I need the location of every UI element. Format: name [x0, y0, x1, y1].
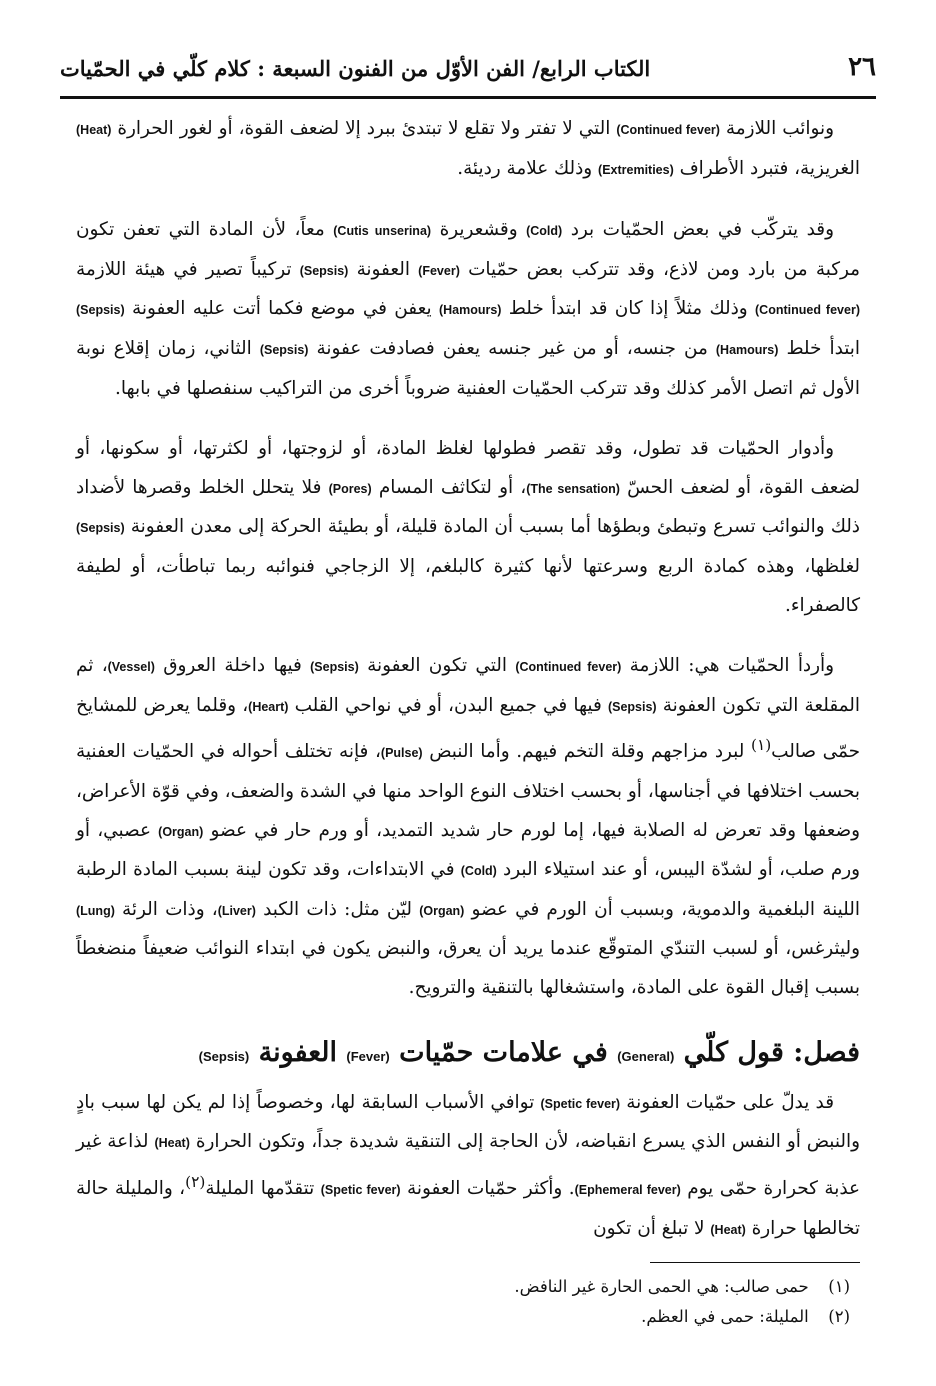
text-run: من جنسه، أو من غير جنسه يعفن فصادفت عفونة	[308, 337, 716, 359]
text-run: ونوائب اللازمة	[719, 118, 834, 139]
footnote	[76, 1272, 850, 1302]
latin-term: (Sepsis)	[76, 303, 125, 318]
latin-term: (Extremities)	[598, 162, 674, 177]
text-run: فلا يتحلل الخلط وقصرها لأضداد ذلك والنوائب تسرع وتبطئ وبطؤها أما بسبب أن المادة قليلة، أو بطيئة الحركة إلى معدن العفونة	[76, 476, 860, 538]
text-run: معاً، لأن المادة التي تعفن تكون مركبة من بارد ومن لاذع، وقد تتركب بعض حمّيات	[76, 219, 860, 280]
header-rule	[60, 96, 876, 99]
section-heading	[76, 1030, 860, 1080]
latin-term: (Cold)	[460, 864, 497, 879]
running-title: الكتاب الرابع/ الفن الأوّل من الفنون السبعة : كلام كلّي في الحمّيات	[60, 56, 651, 81]
latin-term: (Lung)	[76, 903, 115, 918]
heading-text: في علامات حمّيات	[389, 1036, 618, 1068]
heading-text: العفونة	[249, 1036, 347, 1068]
latin-term: (Fever)	[346, 1048, 390, 1064]
text-run: وأردأ الحمّيات هي: اللازمة	[621, 655, 834, 677]
latin-term: (Fever)	[418, 263, 460, 278]
latin-term: (Continued fever)	[515, 660, 622, 675]
footnote-number: (١)	[828, 1277, 850, 1296]
text-run: ، أو لتكاثف المسام	[371, 476, 527, 498]
latin-term: (Liver)	[217, 903, 256, 918]
text-run: وقد يتركّب في بعض الحمّيات برد	[562, 219, 834, 241]
latin-term: (Heart)	[248, 699, 289, 714]
latin-term: (Vessel)	[107, 660, 155, 675]
latin-term: (Continued fever)	[616, 123, 720, 137]
footnotes	[76, 1272, 860, 1332]
text-run: فيها داخلة العروق	[154, 655, 311, 677]
text-run: لذاعة غير عذبة كحرارة حمّى يوم	[76, 1131, 860, 1199]
latin-term: (Sepsis)	[259, 342, 309, 357]
text-run: ، ثم المقلعة التي تكون العفونة	[76, 655, 860, 716]
text-run: ابتدأ خلط	[778, 337, 860, 359]
paragraph	[76, 211, 860, 408]
text-run: التي تكون العفونة	[358, 655, 516, 677]
text-run: تركيباً تصير في هيئة اللازمة	[76, 258, 300, 280]
latin-term: (Heat)	[710, 1222, 746, 1237]
text-run: ، فإنه تختلف أحواله في الحمّيات العفنية بحسب اختلافها في أجناسها، أو بحسب اختلاف النوع الواحد منها في الشدة والضعف، وفي قوّة الأعراض، وضعفها وقد تعرض له الصلابة فيها، إما لورم حار شديد التمديد، أو ورم حار في عضو	[76, 741, 860, 841]
text-run: ، وقلما يعرض للمشايخ حمّى صالب	[76, 694, 861, 763]
latin-term: (Heat)	[154, 1136, 190, 1151]
text-run: عصبي، أو ورم صلب، أو لشدّة اليبس، أو عند استيلاء البرد	[76, 819, 860, 881]
latin-term: (General)	[617, 1048, 675, 1064]
footnote-number: (٢)	[828, 1307, 850, 1326]
text-run: ليّن مثل: ذات الكبد	[255, 898, 420, 920]
latin-term: (Ephemeral fever)	[574, 1182, 681, 1197]
latin-term: (Sepsis)	[299, 263, 349, 278]
paragraph	[76, 647, 860, 1007]
text-run: وليثرغس، أو لسبب التندّي المتوقّع عندما يريد أن يعرق، والنبض يكون في ابتداء النوائب ضعيفاً منضغطاً بسبب إقبال القوة على المادة، واستشغالها بالتنقية والترويح.	[76, 938, 860, 998]
footnote-text: حمى صالب: هي الحمى الحارة غير النافض.	[514, 1277, 809, 1296]
text-run: ، وذات الرئة	[114, 898, 218, 920]
latin-term: (Pores)	[328, 481, 372, 496]
page-number: ٢٦	[848, 52, 876, 82]
text-run: وأدوار الحمّيات قد تطول، وقد تقصر فطولها لغلظ المادة، أو لزوجتها، أو لكثرتها، أو سكونها، أو لضعف القوة، أو لضعف الحسّ	[76, 438, 860, 498]
latin-term: (Spetic fever)	[320, 1182, 401, 1197]
latin-term: (Spetic fever)	[540, 1096, 621, 1111]
text-run: لا تبلغ أن تكون	[593, 1217, 711, 1239]
footnote-marker: (١)	[750, 736, 772, 755]
latin-term: (Organ)	[419, 903, 465, 918]
footnote	[76, 1302, 850, 1332]
latin-term: (Hamours)	[715, 342, 779, 357]
footnote-rule	[650, 1262, 860, 1263]
latin-term: (Heat)	[76, 123, 112, 137]
text-run: وذلك علامة رديئة.	[457, 157, 599, 179]
text-run: لبرد مزاجهم وقلة التخم فيهم. وأما النبض	[422, 741, 751, 763]
latin-term: (Cold)	[526, 224, 563, 239]
text-run: الغريزية، فتبرد الأطراف	[673, 157, 860, 179]
text-run: . وأكثر حمّيات العفونة	[400, 1177, 575, 1199]
latin-term: (The sensation)	[526, 481, 620, 496]
text-run: تتقدّمها المليلة	[205, 1177, 321, 1199]
paragraph	[76, 430, 860, 625]
text-run: وذلك مثلاً إذا كان قد ابتدأ خلط	[501, 298, 755, 320]
heading-text: فصل: قول كلّي	[674, 1036, 860, 1068]
page-header	[60, 52, 876, 92]
text-run: توافي الأسباب السابقة لها، وخصوصاً إذا لم يكن لها سبب بادٍ والنبض أو النفس الذي يسرع انقباضه، لأن الحاجة إلى التنقية شديدة جداً، وتكون الحرارة	[76, 1091, 860, 1153]
latin-term: (Sepsis)	[607, 699, 657, 714]
footnote-marker: (٢)	[185, 1172, 206, 1191]
latin-term: (Continued fever)	[755, 303, 860, 318]
text-run: في الابتداءات، وقد تكون لينة بسبب المادة الرطبة اللينة البلغمية والدموية، وبسبب أن الورم في عضو	[76, 859, 860, 920]
latin-term: (Cutis unserina)	[333, 224, 432, 239]
text-run: يعفن في موضع فكما أتت عليه العفونة	[124, 298, 439, 320]
text-run: ، والمليلة حالة تخالطها حرارة	[76, 1177, 860, 1239]
section-paragraph	[76, 1084, 860, 1250]
paragraph	[76, 110, 860, 189]
footnote-text: المليلة: حمى في العظم.	[641, 1307, 809, 1326]
text-run: العفونة	[348, 258, 419, 280]
text-run: وقشعريرة	[431, 219, 527, 241]
latin-term: (Hamours)	[438, 303, 502, 318]
text-run: فيها في جميع البدن، أو في نواحي القلب	[288, 694, 608, 716]
latin-term: (Pulse)	[380, 746, 423, 761]
text-run: لغلظها، وهذه كمادة الربع وسرعتها لأنها كثيرة كالبلغم، إلا الزجاجي فنوائبه ربما تباطأت، أو لطيفة كالصفراء.	[76, 555, 860, 616]
latin-term: (Sepsis)	[198, 1048, 250, 1064]
latin-term: (Sepsis)	[310, 660, 359, 675]
latin-term: (Organ)	[158, 824, 204, 839]
text-run: قد يدلّ على حمّيات العفونة	[620, 1091, 834, 1113]
main-text	[76, 110, 860, 1271]
text-run: التي لا تفتر ولا تقلع لا تبتدئ ببرد إلا لضعف القوة، أو لغور الحرارة	[111, 118, 617, 139]
text-run: الثاني، زمان إقلاع نوبة الأول ثم اتصل الأمر كذلك وقد تتركب الحمّيات العفنية ضروباً أخرى من التراكيب سنفصلها في بابها.	[76, 337, 860, 399]
latin-term: (Sepsis)	[76, 521, 125, 536]
